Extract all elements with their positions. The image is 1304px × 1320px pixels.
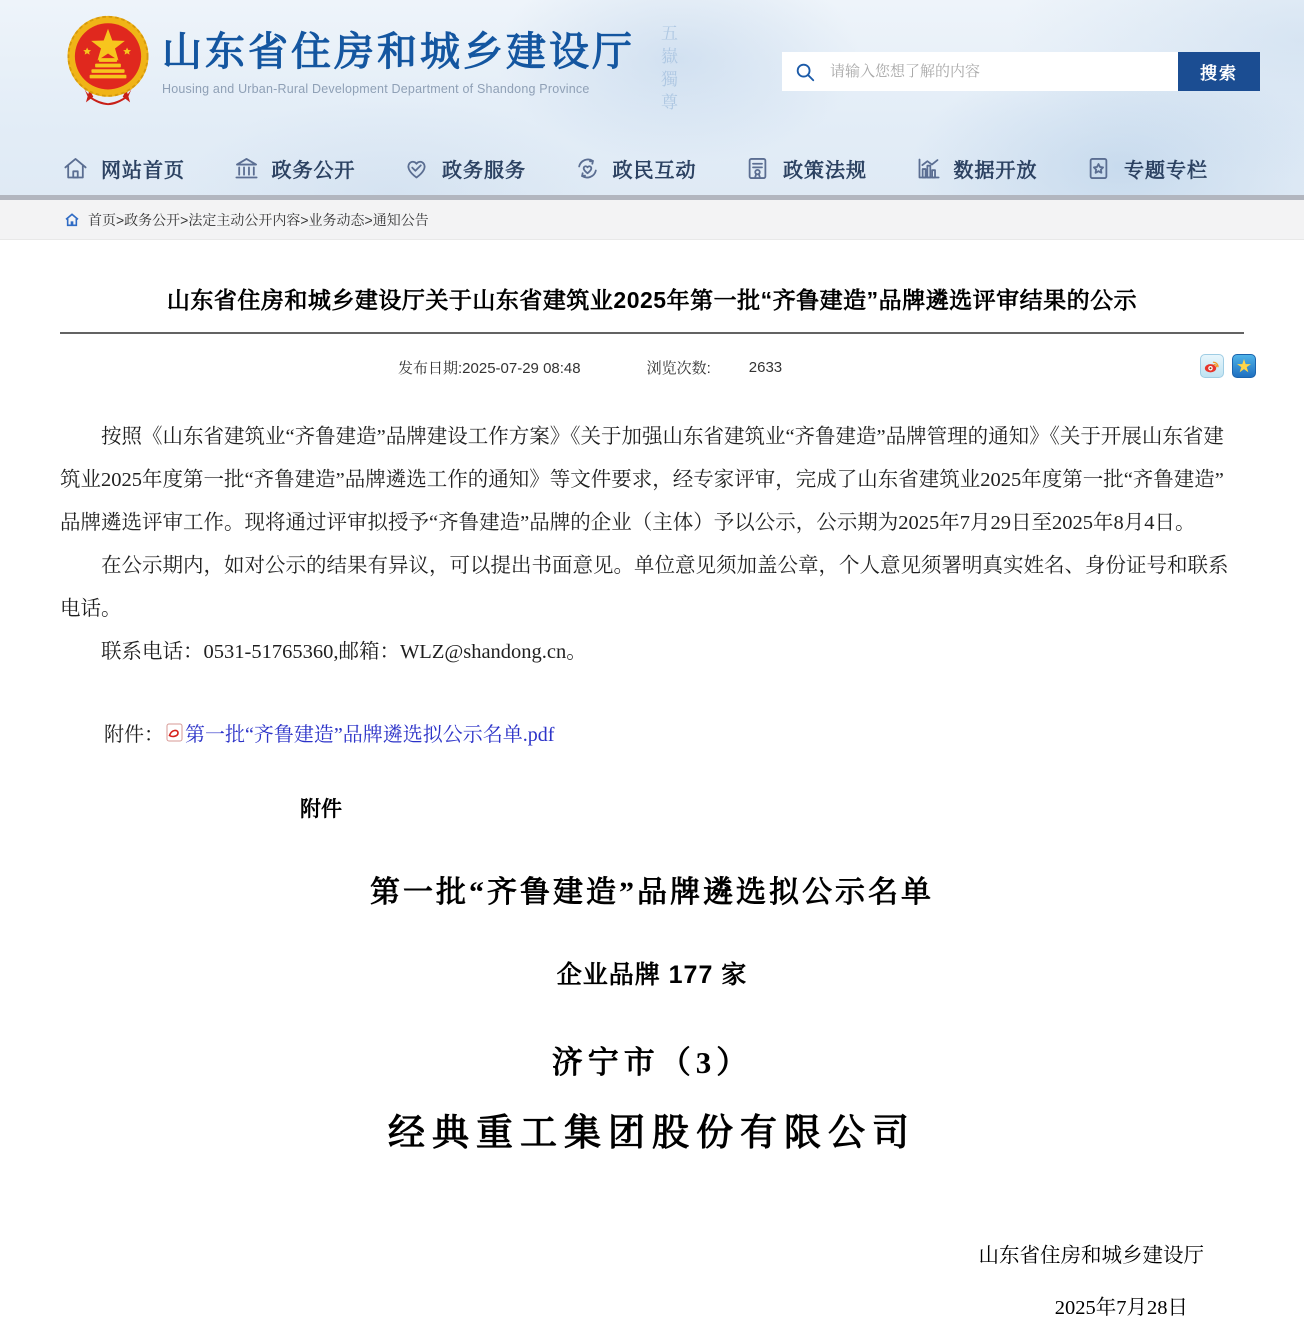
paragraph: 按照《山东省建筑业“齐鲁建造”品牌建设工作方案》《关于加强山东省建筑业“齐鲁建造”品牌管理的通知》《关于开展山东省建筑业2025年度第一批“齐鲁建造”品牌遴选工作的通知》等文件要求，经专家评审，完成了山东省建筑业2025年度第一批“齐鲁建造”品牌遴选评审工作。现将通过评审拟授予“齐鲁建造”品牌的企业（主体）予以公示，公示期为2025年7月29日至2025年8月4日。 — [60, 426, 1224, 534]
nav-item-public-interaction[interactable] — [574, 154, 697, 183]
breadcrumb-home-icon — [64, 212, 80, 228]
document-company-line: 经典重工集团股份有限公司 — [388, 1113, 916, 1154]
pdf-file-icon — [166, 723, 183, 742]
nav-label: 政民互动 — [612, 159, 697, 182]
attachment-pdf-link[interactable]: 第一批“齐鲁建造”品牌遴选拟公示名单.pdf — [185, 724, 555, 746]
document-preview — [60, 793, 1244, 1320]
article-title: 山东省住房和城乡建设厅关于山东省建筑业2025年第一批“齐鲁建造”品牌遴选评审结果的公示 — [166, 287, 1138, 313]
nav-item-policies[interactable] — [744, 154, 867, 183]
article-meta — [60, 354, 1252, 380]
bar-chart-icon — [915, 155, 942, 182]
site-subtitle: Housing and Urban-Rural Development Department of Shandong Province — [162, 82, 590, 96]
nav-label: 专题专栏 — [1124, 159, 1208, 182]
document-annex-label: 附件 — [300, 797, 342, 821]
interact-heart-icon — [574, 155, 601, 182]
nav-label: 政策法规 — [783, 159, 867, 182]
article-body — [60, 416, 1244, 674]
breadcrumb-bar — [0, 200, 1304, 240]
policy-document-icon — [744, 155, 771, 182]
site-title: 山东省住房和城乡建设厅 — [162, 30, 635, 74]
attachment-label: 附件： — [104, 724, 164, 746]
nav-item-open-data[interactable] — [915, 154, 1038, 183]
breadcrumb[interactable]: 首页>政务公开>法定主动公开内容>业务动态>通知公告 — [88, 211, 429, 228]
search-input[interactable] — [830, 63, 1166, 80]
home-icon — [62, 155, 89, 182]
document-date: 2025年7月28日 — [1054, 1297, 1188, 1319]
document-signature: 山东省住房和城乡建设厅 — [978, 1245, 1204, 1267]
nav-label: 政务公开 — [271, 159, 356, 182]
search-icon — [794, 61, 816, 83]
decor-mountain-seal-text: 五嶽獨尊 — [658, 24, 677, 116]
nav-label: 数据开放 — [953, 159, 1038, 182]
views-count: 2633 — [748, 358, 783, 376]
share-icons — [1200, 354, 1256, 378]
site-header — [0, 0, 1304, 136]
document-title: 第一批“齐鲁建造”品牌遴选拟公示名单 — [370, 876, 934, 909]
views-label: 浏览次数: — [646, 359, 711, 377]
heart-hands-icon — [403, 155, 430, 182]
site-title-block — [162, 30, 635, 96]
nav-item-special-columns[interactable] — [1085, 154, 1208, 183]
site-search — [782, 52, 1260, 91]
paragraph: 在公示期内，如对公示的结果有异议，可以提出书面意见。单位意见须加盖公章，个人意见须署明真实姓名、身份证号和联系电话。 — [60, 555, 1229, 620]
star-document-icon — [1085, 155, 1112, 182]
nav-item-gov-disclosure[interactable] — [233, 154, 356, 183]
search-box — [782, 52, 1178, 91]
weibo-share-icon[interactable] — [1200, 354, 1224, 378]
top-chrome — [0, 0, 1304, 200]
title-divider — [60, 332, 1244, 334]
nav-label: 网站首页 — [101, 159, 185, 182]
publish-date: 发布日期:2025-07-29 08:48 — [398, 359, 581, 377]
document-subtitle: 企业品牌 177 家 — [556, 961, 748, 989]
attachment-row — [60, 718, 1244, 747]
qzone-share-icon[interactable]: ★ — [1232, 354, 1256, 378]
article — [0, 282, 1304, 1320]
nav-label: 政务服务 — [442, 159, 526, 182]
document-city-line: 济宁市（3） — [551, 1045, 753, 1080]
national-emblem-logo — [62, 12, 154, 108]
paragraph: 联系电话：0531-51765360,邮箱：WLZ@shandong.cn。 — [101, 641, 587, 663]
nav-item-gov-services[interactable] — [403, 154, 526, 183]
main-nav — [0, 136, 1304, 200]
search-button[interactable]: 搜索 — [1178, 52, 1260, 91]
bank-icon — [233, 155, 260, 182]
nav-item-home[interactable] — [62, 154, 185, 183]
